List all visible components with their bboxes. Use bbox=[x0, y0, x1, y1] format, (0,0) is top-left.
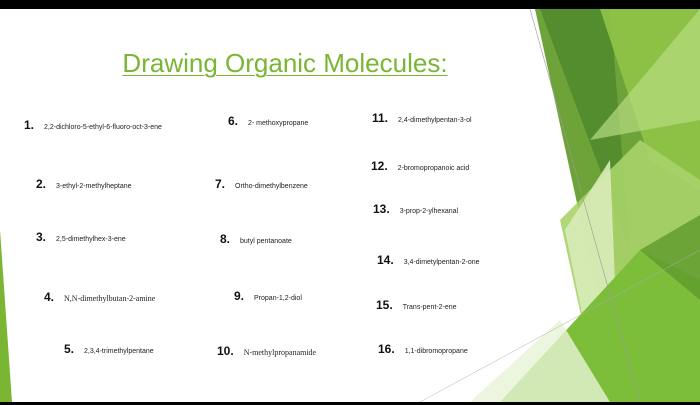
item-label: 1,1-dibromopropane bbox=[404, 348, 468, 355]
item-number: 12. bbox=[371, 159, 388, 173]
item-label: butyl pentanoate bbox=[240, 238, 292, 245]
item-label: 2- methoxypropane bbox=[248, 120, 309, 127]
list-item bbox=[234, 287, 302, 305]
item-label: Ortho-dimethylbenzene bbox=[235, 183, 308, 190]
list-item bbox=[378, 340, 468, 358]
item-number: 15. bbox=[376, 298, 393, 312]
item-number: 16. bbox=[378, 342, 395, 356]
list-item bbox=[64, 340, 154, 358]
item-label: 2,3,4-trimethylpentane bbox=[84, 348, 154, 355]
list-item bbox=[372, 109, 472, 127]
item-label: Propan-1,2-diol bbox=[254, 295, 302, 302]
item-number: 2. bbox=[36, 177, 47, 191]
list-item bbox=[376, 296, 457, 314]
item-number: 1. bbox=[24, 118, 35, 132]
item-number: 3. bbox=[36, 230, 47, 244]
item-label: 3-ethyl-2-methylheptane bbox=[56, 183, 132, 190]
item-number: 5. bbox=[64, 342, 75, 356]
item-number: 4. bbox=[44, 290, 55, 304]
item-number: 14. bbox=[377, 253, 394, 267]
list-item bbox=[24, 116, 162, 134]
item-label: 2,5-dimethylhex-3-ene bbox=[56, 236, 126, 243]
item-label: Trans-pent-2-ene bbox=[402, 304, 457, 311]
slide-title-suffix: : bbox=[440, 48, 448, 78]
list-item bbox=[36, 175, 132, 193]
item-number: 9. bbox=[234, 289, 245, 303]
item-number: 6. bbox=[228, 114, 239, 128]
list-item bbox=[228, 112, 308, 130]
list-item bbox=[36, 228, 126, 246]
item-number: 7. bbox=[215, 177, 226, 191]
item-label: 3,4-dimetylpentan-2-one bbox=[403, 259, 480, 266]
item-label: 2,4-dimethylpentan-3-ol bbox=[398, 117, 472, 124]
item-number: 10. bbox=[217, 344, 234, 358]
item-label: N,N-dimethylbutan-2-amine bbox=[64, 294, 156, 303]
item-label: 3-prop-2-ylhexanal bbox=[399, 208, 459, 215]
item-number: 8. bbox=[220, 232, 231, 246]
list-item bbox=[44, 288, 155, 306]
list-item bbox=[373, 200, 458, 218]
item-label: 2,2-dichloro-5-ethyl-6-fluoro-oct-3-ene bbox=[44, 124, 162, 131]
list-item bbox=[220, 230, 292, 248]
list-item bbox=[377, 251, 480, 269]
slide-title-text: Drawing Organic Molecules bbox=[122, 48, 441, 78]
item-number: 11. bbox=[372, 111, 389, 125]
item-label: N-methylpropanamide bbox=[243, 348, 317, 357]
list-item bbox=[215, 175, 308, 193]
item-number: 13. bbox=[373, 202, 390, 216]
item-label: 2-bromopropanoic acid bbox=[397, 165, 470, 172]
list-item bbox=[217, 342, 316, 360]
slide-title bbox=[0, 48, 570, 79]
list-item bbox=[371, 157, 469, 175]
